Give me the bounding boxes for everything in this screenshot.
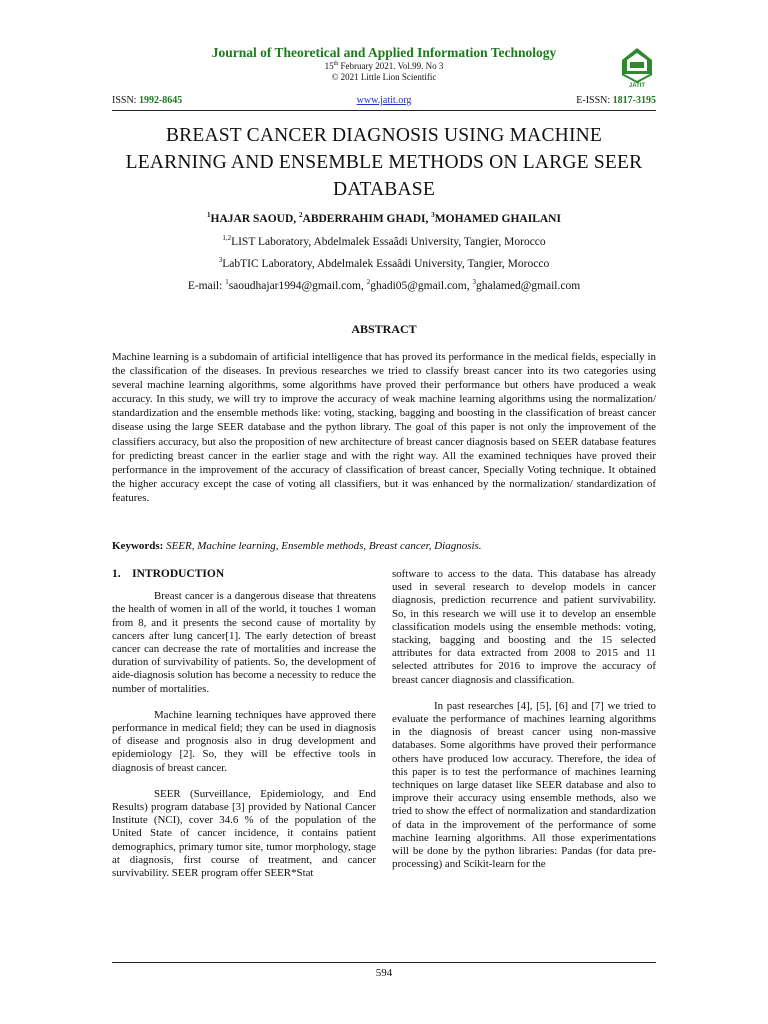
date-rest: February 2021. Vol.99. No 3 bbox=[338, 61, 444, 71]
issn-number: 1992-8645 bbox=[138, 95, 183, 106]
paper-title bbox=[112, 122, 656, 203]
email-label: E-mail: bbox=[187, 279, 226, 292]
header-divider bbox=[112, 110, 656, 111]
author-superscript: 2 bbox=[299, 211, 303, 219]
author-superscript: 1 bbox=[207, 211, 211, 219]
paragraph: software to access to the data. This database has already used in several research to develop models in cancer diagnosis, prediction recurrence and patient survivability. So, in this research we will use it to develop an ensemble classification models using the ensemble methods: voting, stacking, bagging and boosting and the 15 selected attributes for data extracted from 2008 to 2015 and 11 selected attributes for 2016 to improve the accuracy of breast cancer diagnosis and classification. bbox=[392, 568, 656, 686]
section-heading: 1. INTRODUCTION bbox=[112, 568, 225, 580]
affiliation-text: LIST Laboratory, Abdelmalek Essaâdi University, Tangier, Morocco bbox=[231, 235, 546, 248]
paragraph: Breast cancer is a dangerous disease that threatens the health of women in all of the world, it touches 1 woman from 8, and it presents the second cause of mortality by cancers after lung cancer[1]. The early detection of breast cancer can decrease the rate of mortalities and increase the duration of survivability of patients. So, the development of aide-diagnosis solution has become a necessity to reduce the number of mortalities. bbox=[112, 590, 376, 695]
author-name: ABDERRAHIM GHADI, bbox=[302, 212, 432, 225]
right-column bbox=[392, 568, 656, 884]
footer-divider bbox=[112, 962, 656, 963]
email-superscript: 2 bbox=[366, 278, 371, 286]
abstract-heading: ABSTRACT bbox=[351, 322, 417, 336]
eissn-number: 1817-3195 bbox=[612, 95, 656, 106]
email-superscript: 3 bbox=[472, 278, 476, 286]
email-superscript: 1 bbox=[225, 278, 229, 286]
author-superscript: 3 bbox=[431, 211, 435, 219]
author-name: MOHAMED GHAILANI bbox=[434, 212, 561, 225]
issn-label: ISSN: bbox=[112, 95, 139, 106]
page-number: 594 bbox=[375, 967, 393, 979]
email-address: saoudhajar1994@gmail.com, bbox=[228, 279, 367, 292]
logo-text: JATIT bbox=[628, 83, 646, 88]
keywords-label: Keywords: bbox=[112, 540, 164, 552]
author-list bbox=[112, 211, 656, 225]
eissn-label: E-ISSN: bbox=[576, 95, 613, 106]
email-address: ghadi05@gmail.com, bbox=[370, 279, 473, 292]
affiliation-superscript: 3 bbox=[218, 256, 223, 264]
title-line: BREAST CANCER DIAGNOSIS USING MACHINE bbox=[165, 125, 603, 146]
author-name: HAJAR SAOUD, bbox=[210, 212, 300, 225]
paragraph: In past researches [4], [5], [6] and [7] we tried to evaluate the performance of machines learning algorithms in the diagnosis of breast cancer using non-massive databases. Some algorithms have proved their performance others have produced low accuracy. Therefore, the idea of this paper is to test the performance of machines learning techniques on large dataset like SEER database and also to improve their accuracy using ensemble methods, also we tried to show the effect of normalization and standardization of data in the improvement of the performance of some machine learning algorithms. All those experimentations will be done by the python libraries: Pandas (for data pre-processing) and Scikit-learn for the bbox=[392, 699, 656, 871]
left-column bbox=[112, 568, 376, 893]
abstract-text: Machine learning is a subdomain of artificial intelligence that has proved its performance in the medical fields, especially in the classification of the diseases. In previous researches we tried to classify breast cancer into its two categories using several machine learning algorithms, some algorithms have proved their performance but others have produced a weak accuracy. In this study, we will try to improve the accuracy of weak machine learning algorithms using the normalization/ standardization and the ensemble methods like: voting, stacking, bagging and boosting in the classification of breast cancer disease using the large SEER database and the python library. The goal of this paper is not only the improvement of the classifiers accuracy, but also the proposition of new architecture of breast cancer diagnosis based on SEER database features for predicting breast cancer in the earlier stage and with the right way. All the examined techniques have proved their performance in the improvement of the accuracy of classification of breast cancer, Specially Voting technique. It obtained the higher accuracy except the case of voting all classifiers, but it was enhanced by the normalization/ standardization of features. bbox=[112, 351, 656, 504]
affiliation-superscript: 1,2 bbox=[222, 234, 232, 242]
date-day: 15 bbox=[324, 61, 334, 71]
affiliation-text: LabTIC Laboratory, Abdelmalek Essaâdi University, Tangier, Morocco bbox=[222, 257, 550, 270]
affiliation bbox=[112, 234, 656, 248]
title-line: LEARNING AND ENSEMBLE METHODS ON LARGE SEER bbox=[125, 152, 643, 173]
paragraph: Machine learning techniques have approved there performance in medical field; they can be used in diagnosis of disease and prognosis also in drug development and epidemiology [2]. So, they will be effective tools in diagnosis of breast cancer. bbox=[112, 708, 376, 774]
copyright-notice: © 2021 Little Lion Scientific bbox=[331, 72, 437, 82]
journal-title: Journal of Theoretical and Applied Information Technology bbox=[211, 45, 557, 60]
affiliation bbox=[112, 256, 656, 270]
date-suffix: th bbox=[333, 61, 339, 67]
jatit-logo-icon bbox=[618, 40, 656, 88]
keywords-text: SEER, Machine learning, Ensemble methods, Breast cancer, Diagnosis. bbox=[163, 540, 482, 552]
eissn bbox=[576, 95, 656, 106]
email-line bbox=[112, 278, 656, 292]
paragraph: SEER (Surveillance, Epidemiology, and End Results) program database [3] provided by National Cancer Institute (NCI), cover 34.6 % of the population of the United State of cancer incidence, it contains patient demographics, primary tumor site, tumor morphology, stage at diagnosis, first course of treatment, and cancer survivability. SEER program offer SEER*Stat bbox=[112, 787, 376, 880]
website-link[interactable]: www.jatit.org bbox=[356, 95, 412, 106]
email-address: ghalamed@gmail.com bbox=[476, 279, 581, 292]
title-line: DATABASE bbox=[333, 179, 435, 200]
keywords bbox=[112, 540, 656, 552]
